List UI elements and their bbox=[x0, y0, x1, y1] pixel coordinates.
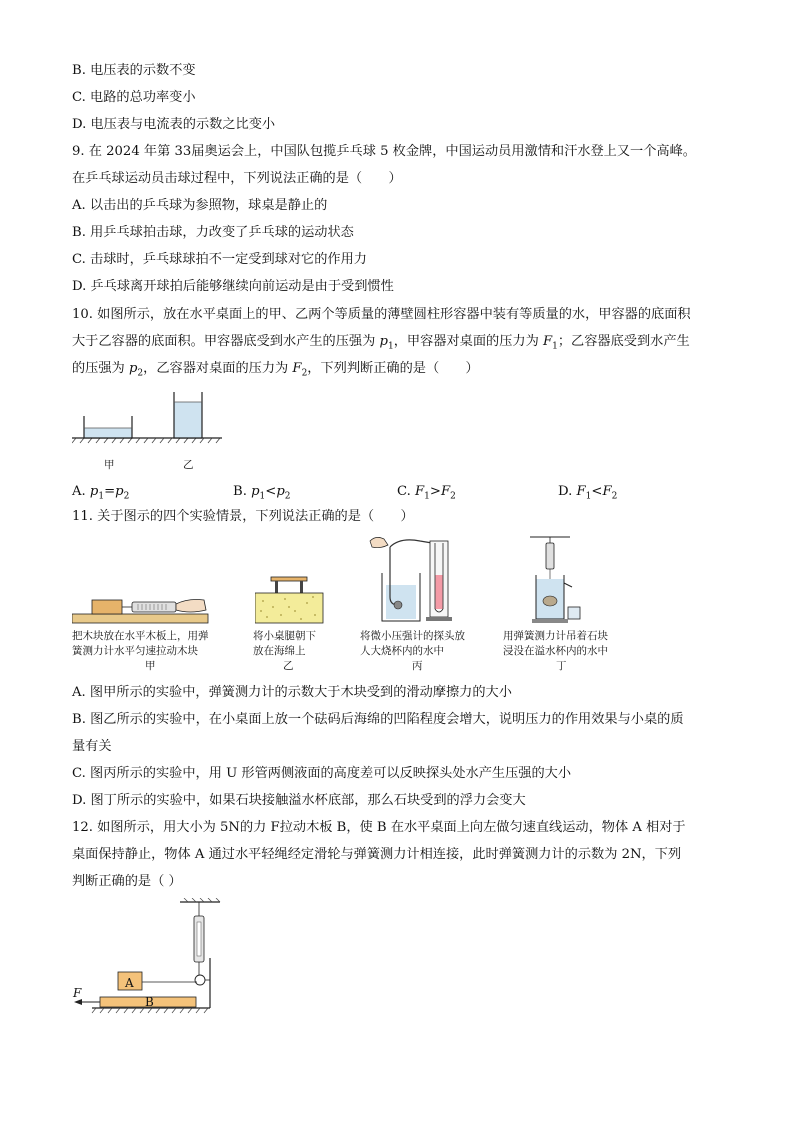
q11-figure-bing bbox=[360, 535, 470, 627]
q9-stem-line1: 9. 在 2024 年第 33届奥运会上，中国队包揽乒乓球 5 枚金牌，中国运动员用激情和汗水登上又一个高峰。 bbox=[72, 144, 696, 159]
q11-stem: 11. 关于图示的四个实验情景，下列说法正确的是（ ） bbox=[72, 509, 414, 524]
q11-caption-bing-label: 丙 bbox=[412, 660, 423, 672]
q11-figure-jia bbox=[72, 580, 212, 625]
q10-option-d: D. $F_1<F_2$ bbox=[558, 484, 618, 502]
q11-caption-ding-2: 浸没在溢水杯内的水中 bbox=[503, 645, 608, 657]
q9-option-c: C. 击球时，乒乓球球拍不一定受到球对它的作用力 bbox=[72, 252, 367, 267]
q11-figure-ding bbox=[530, 535, 590, 627]
q10-stem-line1: 10. 如图所示，放在水平桌面上的甲、乙两个等质量的薄壁圆柱形容器中装有等质量的水，甲容器的底面积 bbox=[72, 307, 691, 322]
q11-option-c: C. 图丙所示的实验中，用 U 形管两侧液面的高度差可以反映探头处水产生压强的大小 bbox=[72, 766, 572, 781]
q10-label-jia: 甲 bbox=[104, 459, 115, 471]
q9-option-a: A. 以击出的乒乓球为参照物，球桌是静止的 bbox=[72, 198, 328, 213]
q11-caption-ding-label: 丁 bbox=[556, 660, 567, 672]
q11-caption-jia-2: 簧测力计水平匀速拉动木块 bbox=[72, 645, 198, 657]
q10-stem-line3: 的压强为 $p_2$，乙容器对桌面的压力为 $F_2$，下列判断正确的是（ ） bbox=[72, 361, 479, 379]
q12-stem-line2: 桌面保持静止，物体 A 通过水平轻绳经定滑轮与弹簧测力计相连接，此时弹簧测力计的示数为 2N，下列 bbox=[72, 847, 682, 862]
q8-option-d: D. 电压表与电流表的示数之比变小 bbox=[72, 117, 276, 132]
q11-option-d: D. 图丁所示的实验中，如果石块接触溢水杯底部，那么石块受到的浮力会变大 bbox=[72, 793, 526, 808]
q11-option-b-line2: 量有关 bbox=[72, 739, 112, 754]
q8-option-c: C. 电路的总功率变小 bbox=[72, 90, 196, 105]
q10-containers-figure bbox=[72, 390, 222, 450]
q12-label-a: A bbox=[125, 976, 134, 990]
q9-option-b: B. 用乒乓球拍击球，力改变了乒乓球的运动状态 bbox=[72, 225, 354, 240]
q10-option-c: C. $F_1>F_2$ bbox=[397, 484, 456, 502]
container-jia bbox=[84, 416, 132, 438]
q11-option-b-line1: B. 图乙所示的实验中，在小桌面上放一个砝码后海绵的凹陷程度会增大，说明压力的作用效果与小桌的质 bbox=[72, 712, 684, 727]
q11-figure-yi bbox=[255, 575, 325, 625]
q11-option-a: A. 图甲所示的实验中，弹簧测力计的示数大于木块受到的滑动摩擦力的大小 bbox=[72, 685, 512, 700]
q10-label-yi: 乙 bbox=[183, 459, 194, 471]
q10-option-b: B. $p_1<p_2$ bbox=[233, 484, 291, 502]
q11-caption-yi-label: 乙 bbox=[283, 660, 294, 672]
q11-caption-ding-1: 用弹簧测力计吊着石块 bbox=[503, 630, 608, 642]
q12-stem-line1: 12. 如图所示，用大小为 5N的力 F拉动木板 B，使 B 在水平桌面上向左做匀速直线运动，物体 A 相对于 bbox=[72, 820, 686, 835]
q11-caption-jia-label: 甲 bbox=[145, 660, 156, 672]
q12-stem-line3: 判断正确的是（ ） bbox=[72, 874, 182, 889]
q11-caption-jia-1: 把木块放在水平木板上，用弹 bbox=[72, 630, 209, 642]
q12-label-b: B bbox=[145, 995, 154, 1009]
q8-option-b: B. 电压表的示数不变 bbox=[72, 63, 196, 78]
q9-option-d: D. 乒乓球离开球拍后能够继续向前运动是由于受到惯性 bbox=[72, 279, 394, 294]
q10-option-a: A. $p_1=p_2$ bbox=[72, 484, 130, 502]
q10-stem-line2: 大于乙容器的底面积。甲容器底受到水产生的压强为 $p_1$，甲容器对桌面的压力为 $F_1$；乙容器底受到水产生 bbox=[72, 334, 690, 352]
q9-stem-line2: 在乒乓球运动员击球过程中，下列说法正确的是（ ） bbox=[72, 171, 402, 186]
q11-caption-yi-2: 放在海绵上 bbox=[253, 645, 306, 657]
q11-caption-yi-1: 将小桌腿朝下 bbox=[253, 630, 316, 642]
container-yi bbox=[174, 392, 202, 438]
q12-label-f: F bbox=[73, 986, 82, 1000]
q11-caption-bing-1: 将微小压强计的探头放 bbox=[360, 630, 465, 642]
q11-caption-bing-2: 人大烧杯内的水中 bbox=[360, 645, 444, 657]
